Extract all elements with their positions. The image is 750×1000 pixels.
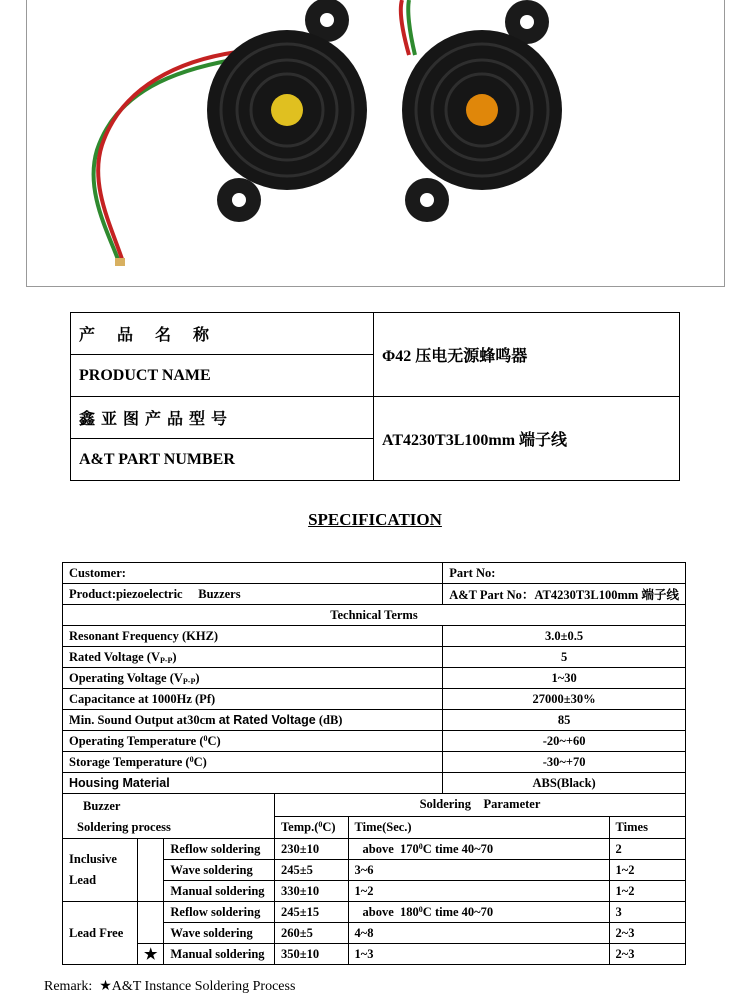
spec-label-sub: P-P (159, 655, 173, 665)
part-number-value: AT4230T3L100mm 端子线 (374, 397, 680, 481)
spec-value: ABS(Black) (443, 773, 686, 794)
spec-label (63, 668, 443, 689)
solder-row (63, 944, 686, 965)
solder-method: Reflow soldering (164, 839, 275, 860)
buzzer-soldering-header (63, 794, 275, 839)
temp-column-header (274, 816, 348, 839)
lead-free-marker-cell (137, 902, 163, 944)
part-number-en-label: A&T PART NUMBER (71, 439, 374, 481)
spec-label (63, 752, 443, 773)
spec-label-tail: C) (193, 754, 207, 769)
solder-temp: 330±10 (274, 881, 348, 902)
product-name-zh-label (71, 313, 374, 355)
spec-label-text: Min. Sound Output at30cm (69, 712, 219, 727)
inclusive-lead-label (63, 839, 138, 902)
spec-value: -20~+60 (443, 731, 686, 752)
spec-label: Resonant Frequency (KHZ) (63, 626, 443, 647)
spec-label-tail: ) (172, 649, 177, 664)
time-column-header: Time(Sec.) (348, 816, 609, 839)
solder-temp: 245±5 (274, 860, 348, 881)
star-icon: ★ (137, 944, 163, 965)
spec-label: Capacitance at 1000Hz (Pf) (63, 689, 443, 710)
spec-row (63, 647, 686, 668)
spec-value: -30~+70 (443, 752, 686, 773)
part-number-zh-text: 鑫亚图产品型号 (79, 411, 234, 428)
spec-value: 3.0±0.5 (443, 626, 686, 647)
solder-times: 1~2 (609, 860, 685, 881)
spec-label-tail: C) (207, 733, 221, 748)
product-name-en-label: PRODUCT NAME (71, 355, 374, 397)
spec-label-mid: at Rated Voltage (218, 712, 316, 727)
spec-value: 85 (443, 710, 686, 731)
solder-temp: 350±10 (274, 944, 348, 965)
spec-label-text: Rated Voltage (V (69, 649, 160, 664)
inclusive-lead-line2: Lead (69, 873, 97, 887)
solder-temp: 245±15 (274, 902, 348, 923)
temp-header-tail: C) (322, 819, 336, 834)
inclusive-lead-line1: Inclusive (69, 852, 117, 866)
spec-label: Housing Material (63, 773, 443, 794)
spec-label (63, 647, 443, 668)
solder-time-sup: 0 (418, 841, 423, 851)
spec-label-sup: 0 (189, 754, 194, 764)
part-no-label: Part No: (443, 563, 686, 584)
remark-note: Remark: ★A&T Instance Soldering Process (44, 979, 296, 994)
spec-label (63, 710, 443, 731)
product-info-table (70, 312, 680, 481)
temp-header-sup: 0 (318, 819, 323, 829)
spec-row (63, 731, 686, 752)
solder-method: Manual soldering (164, 881, 275, 902)
spec-value: 5 (443, 647, 686, 668)
product-name-zh-text: 产品名称 (79, 327, 232, 344)
solder-times: 1~2 (609, 881, 685, 902)
spec-label-text: Operating Temperature ( (69, 733, 204, 748)
spec-row (63, 710, 686, 731)
spec-label-text: Operating Voltage (V (69, 670, 183, 685)
solder-row (63, 839, 686, 860)
spec-row (63, 668, 686, 689)
soldering-process-label: Soldering process (77, 820, 171, 834)
lead-free-label: Lead Free (63, 902, 138, 965)
solder-times: 2~3 (609, 944, 685, 965)
part-number-zh-label (71, 397, 374, 439)
solder-row (63, 902, 686, 923)
solder-time-text: above 180 (362, 904, 419, 919)
solder-temp: 260±5 (274, 923, 348, 944)
solder-time-sup: 0 (418, 904, 423, 914)
spec-label-text: Storage Temperature ( (69, 754, 190, 769)
spec-label-sup: 0 (203, 733, 208, 743)
specification-title: SPECIFICATION (308, 510, 442, 529)
spec-value: 27000±30% (443, 689, 686, 710)
spec-label-tail: (dB) (315, 712, 343, 727)
solder-time: 3~6 (348, 860, 609, 881)
temp-header-text: Temp.( (280, 819, 319, 834)
solder-method: Wave soldering (164, 923, 275, 944)
solder-temp: 230±10 (274, 839, 348, 860)
spec-row (63, 752, 686, 773)
specification-table (62, 562, 686, 965)
spec-value: 1~30 (443, 668, 686, 689)
spec-label-tail: ) (195, 670, 200, 685)
customer-label: Customer: (63, 563, 443, 584)
solder-method: Wave soldering (164, 860, 275, 881)
product-name-value: Φ42 压电无源蜂鸣器 (374, 313, 680, 397)
solder-times: 2 (609, 839, 685, 860)
solder-time-tail: C time 40~70 (422, 904, 494, 919)
inclusive-marker-cell (137, 839, 163, 902)
solder-method: Reflow soldering (164, 902, 275, 923)
spec-label-sub: P-P (182, 676, 196, 686)
spec-label (63, 731, 443, 752)
buzzer-label: Buzzer (83, 799, 121, 813)
product-label: Product:piezoelectric Buzzers (63, 584, 443, 605)
solder-times: 3 (609, 902, 685, 923)
solder-time (348, 902, 609, 923)
spec-row (63, 626, 686, 647)
solder-time-tail: C time 40~70 (422, 841, 494, 856)
times-column-header: Times (609, 816, 685, 839)
product-photo (26, 0, 725, 287)
solder-times: 2~3 (609, 923, 685, 944)
solder-method: Manual soldering (164, 944, 275, 965)
soldering-parameter-header: Soldering Parameter (274, 794, 685, 817)
spec-row (63, 689, 686, 710)
spec-row (63, 773, 686, 794)
solder-time-text: above 170 (362, 841, 419, 856)
solder-time: 1~3 (348, 944, 609, 965)
solder-time: 1~2 (348, 881, 609, 902)
technical-terms-header: Technical Terms (63, 605, 686, 626)
at-part-label: A&T Part No：AT4230T3L100mm 端子线 (443, 584, 686, 605)
solder-time (348, 839, 609, 860)
solder-time: 4~8 (348, 923, 609, 944)
